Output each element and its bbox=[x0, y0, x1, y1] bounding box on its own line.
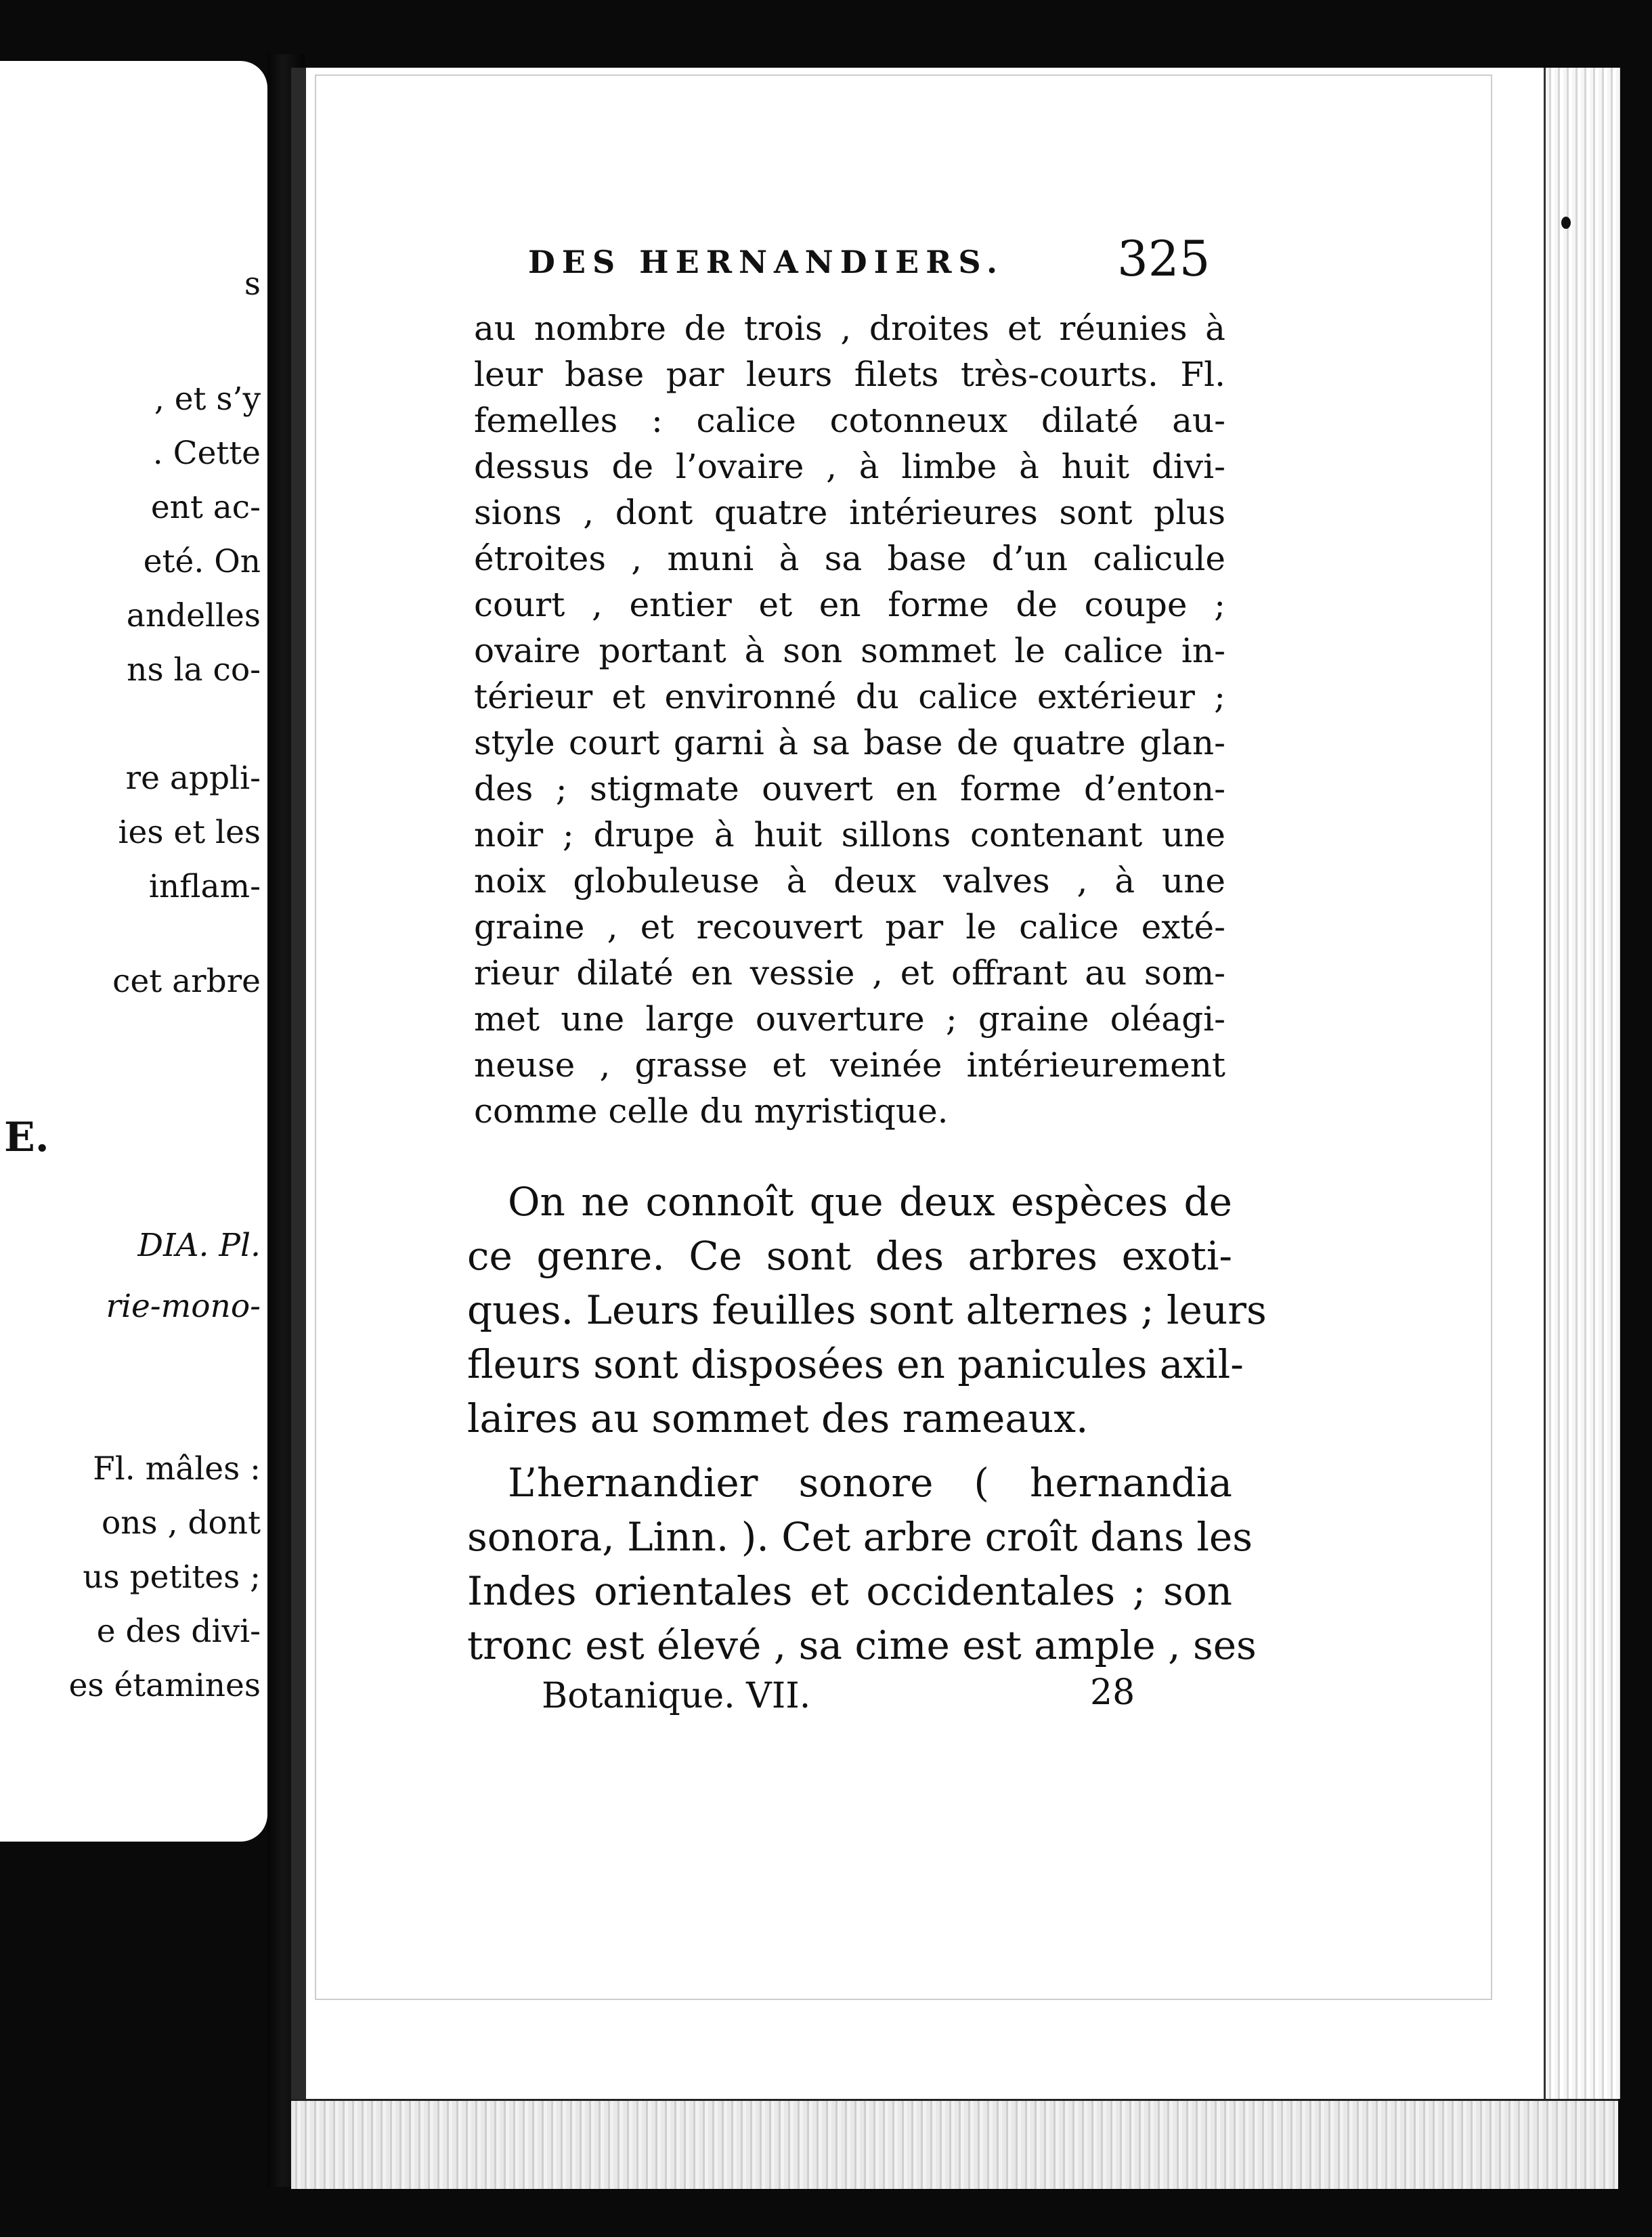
text-line: dessus de l’ovaire , à limbe à huit divi- bbox=[474, 447, 1225, 486]
left-line: inflam- bbox=[148, 868, 261, 905]
left-line: , et s’y bbox=[154, 381, 261, 418]
signature-mark: Botanique. VII. bbox=[542, 1676, 811, 1716]
left-heading: E. bbox=[4, 1114, 49, 1161]
left-line: ons , dont bbox=[101, 1504, 261, 1542]
paragraph-line: L’hernandier sonore ( hernandia bbox=[508, 1460, 1232, 1506]
page-number: 325 bbox=[1117, 230, 1211, 287]
paragraph-line: On ne connoît que deux espèces de bbox=[508, 1179, 1232, 1225]
text-line: femelles : calice cotonneux dilaté au- bbox=[474, 401, 1225, 440]
paragraph-line: fleurs sont disposées en panicules axil- bbox=[467, 1341, 1244, 1387]
left-line: ent ac- bbox=[150, 489, 261, 526]
text-line: leur base par leurs filets très-courts. Fl. bbox=[474, 355, 1225, 394]
left-line: es étamines bbox=[68, 1667, 261, 1704]
text-line: rieur dilaté en vessie , et offrant au som- bbox=[474, 953, 1225, 993]
text-line: ovaire portant à son sommet le calice in- bbox=[474, 631, 1225, 670]
text-line: sions , dont quatre intérieures sont plus bbox=[474, 493, 1225, 532]
paragraph-line: laires au sommet des rameaux. bbox=[467, 1395, 1089, 1441]
text-line: noir ; drupe à huit sillons contenant une bbox=[474, 815, 1225, 854]
text-line: au nombre de trois , droites et réunies à bbox=[474, 309, 1225, 348]
paragraph-line: tronc est élevé , sa cime est ample , ses bbox=[467, 1622, 1257, 1668]
left-line: eté. On bbox=[143, 543, 261, 580]
left-line: Fl. mâles : bbox=[93, 1450, 261, 1487]
text-line: style court garni à sa base de quatre glan- bbox=[474, 723, 1225, 762]
left-line: cet arbre bbox=[112, 963, 261, 1000]
left-line: ns la co- bbox=[127, 651, 261, 689]
page-edge-bottom bbox=[291, 2099, 1618, 2189]
text-line: court , entier et en forme de coupe ; bbox=[474, 585, 1225, 624]
paragraph-line: ques. Leurs feuilles sont alternes ; leurs bbox=[467, 1287, 1267, 1333]
left-line: rie-mono- bbox=[106, 1288, 261, 1325]
left-line: us petites ; bbox=[83, 1559, 261, 1596]
page-edge-right bbox=[1544, 68, 1620, 2099]
text-line: des ; stigmate ouvert en forme d’enton- bbox=[474, 769, 1225, 808]
left-line: e des divi- bbox=[96, 1613, 261, 1650]
paragraph-line: Indes orientales et occidentales ; son bbox=[467, 1568, 1232, 1614]
gathering-number: 28 bbox=[1090, 1672, 1135, 1713]
left-line: . Cette bbox=[152, 435, 261, 472]
left-line: re appli- bbox=[125, 760, 261, 797]
left-line: ies et les bbox=[118, 814, 261, 851]
text-line: noix globuleuse à deux valves , à une bbox=[474, 861, 1225, 900]
left-facing-page bbox=[0, 61, 267, 1842]
text-line: térieur et environné du calice extérieur ; bbox=[474, 677, 1225, 716]
running-header: DES HERNANDIERS. bbox=[528, 244, 1005, 280]
text-line: met une large ouverture ; graine oléagi- bbox=[474, 999, 1225, 1039]
ink-speck bbox=[1561, 217, 1571, 229]
left-line: DIA. Pl. bbox=[137, 1227, 261, 1264]
text-line: comme celle du myristique. bbox=[474, 1091, 949, 1131]
paragraph-line: sonora, Linn. ). Cet arbre croît dans les bbox=[467, 1514, 1253, 1560]
text-line: graine , et recouvert par le calice exté- bbox=[474, 907, 1225, 947]
left-line: andelles bbox=[126, 597, 261, 634]
paragraph-line: ce genre. Ce sont des arbres exoti- bbox=[467, 1233, 1232, 1279]
text-line: étroites , muni à sa base d’un calicule bbox=[474, 539, 1225, 578]
left-line: s bbox=[244, 265, 261, 303]
text-line: neuse , grasse et veinée intérieurement bbox=[474, 1045, 1225, 1085]
